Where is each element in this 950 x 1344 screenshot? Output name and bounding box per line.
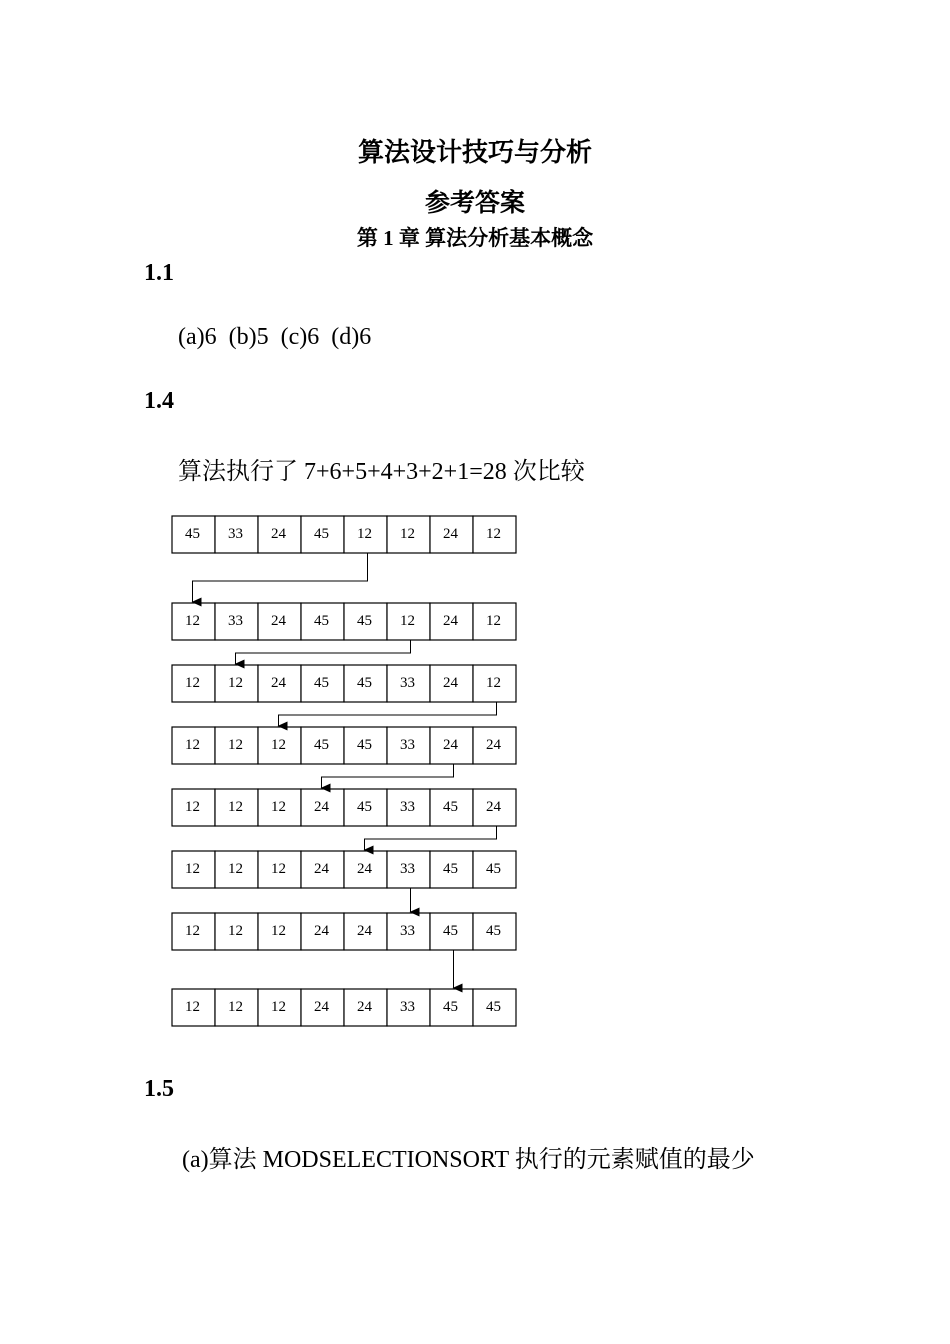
array-cell-value: 45 [314,613,329,629]
array-cell-value: 12 [271,923,286,939]
array-cell-value: 45 [357,737,372,753]
array-cell-value: 45 [443,999,458,1015]
array-row [172,989,516,1026]
array-cell-value: 24 [314,861,329,877]
array-cell-value: 12 [400,613,415,629]
swap-arrow [322,764,454,788]
chapter-heading: 第 1 章 算法分析基本概念 [356,226,594,250]
swap-arrow [279,702,497,726]
array-cell-value: 45 [314,737,329,753]
array-cell-value: 45 [443,923,458,939]
array-cell-value: 33 [228,526,243,542]
answer-1-5: (a)算法 MODSELECTIONSORT 执行的元素赋值的最少 [182,1147,755,1173]
array-cell-value: 45 [486,861,501,877]
array-cell-value: 12 [185,999,200,1015]
array-cell-value: 45 [314,526,329,542]
array-row [172,789,516,826]
array-cell-value: 12 [185,923,200,939]
answer-1-4: 算法执行了 7+6+5+4+3+2+1=28 次比较 [178,459,585,485]
array-cell-value: 12 [400,526,415,542]
array-cell-value: 24 [314,923,329,939]
array-cell-value: 12 [185,861,200,877]
array-cell-value: 24 [271,675,286,691]
array-cell-value: 45 [486,999,501,1015]
array-cell-value: 33 [400,999,415,1015]
array-cell-value: 12 [271,799,286,815]
array-cell-value: 24 [486,799,501,815]
array-cell-value: 12 [185,613,200,629]
array-cell-value: 45 [357,613,372,629]
array-cell-value: 33 [400,799,415,815]
array-cell-value: 24 [271,613,286,629]
swap-arrow [236,640,411,664]
swap-arrow [365,826,497,850]
array-cell-value: 45 [486,923,501,939]
array-cell-value: 12 [228,999,243,1015]
array-cell-value: 24 [271,526,286,542]
array-cell-value: 24 [314,999,329,1015]
array-cell-value: 24 [357,923,372,939]
array-cell-value: 12 [357,526,372,542]
array-cell-value: 33 [228,613,243,629]
array-cell-value: 45 [443,799,458,815]
array-cell-value: 12 [228,737,243,753]
array-cell-value: 45 [185,526,200,542]
array-cell-value: 33 [400,675,415,691]
array-cell-value: 45 [314,675,329,691]
array-row [172,727,516,764]
array-cell-value: 24 [314,799,329,815]
array-cell-value: 12 [185,675,200,691]
section-number-1-1: 1.1 [144,260,174,286]
answer-1-1: (a)6 (b)5 (c)6 (d)6 [178,324,372,350]
array-cell-value: 12 [185,737,200,753]
array-cell-value: 24 [443,675,458,691]
array-row [172,913,516,950]
array-cell-value: 12 [486,613,501,629]
array-cell-value: 12 [228,799,243,815]
swap-arrow [193,553,368,602]
array-cell-value: 24 [443,737,458,753]
array-row [172,516,516,553]
array-cell-value: 45 [357,799,372,815]
array-cell-value: 12 [271,999,286,1015]
array-cell-value: 12 [486,526,501,542]
array-cell-value: 24 [443,613,458,629]
array-cell-value: 24 [357,999,372,1015]
document-subtitle: 参考答案 [424,190,525,217]
array-cell-value: 12 [228,675,243,691]
array-cell-value: 24 [486,737,501,753]
array-cell-value: 24 [357,861,372,877]
array-cell-value: 33 [400,737,415,753]
array-cell-value: 12 [271,737,286,753]
array-cell-value: 12 [185,799,200,815]
array-cell-value: 33 [400,923,415,939]
array-cell-value: 12 [271,861,286,877]
section-number-1-4: 1.4 [144,388,174,414]
array-cell-value: 12 [228,861,243,877]
array-cell-value: 24 [443,526,458,542]
section-number-1-5: 1.5 [144,1076,174,1102]
array-cell-value: 33 [400,861,415,877]
array-row [172,851,516,888]
document-title: 算法设计技巧与分析 [357,138,592,167]
array-row [172,665,516,702]
array-cell-value: 45 [357,675,372,691]
array-cell-value: 12 [228,923,243,939]
array-row [172,603,516,640]
array-cell-value: 45 [443,861,458,877]
array-cell-value: 12 [486,675,501,691]
